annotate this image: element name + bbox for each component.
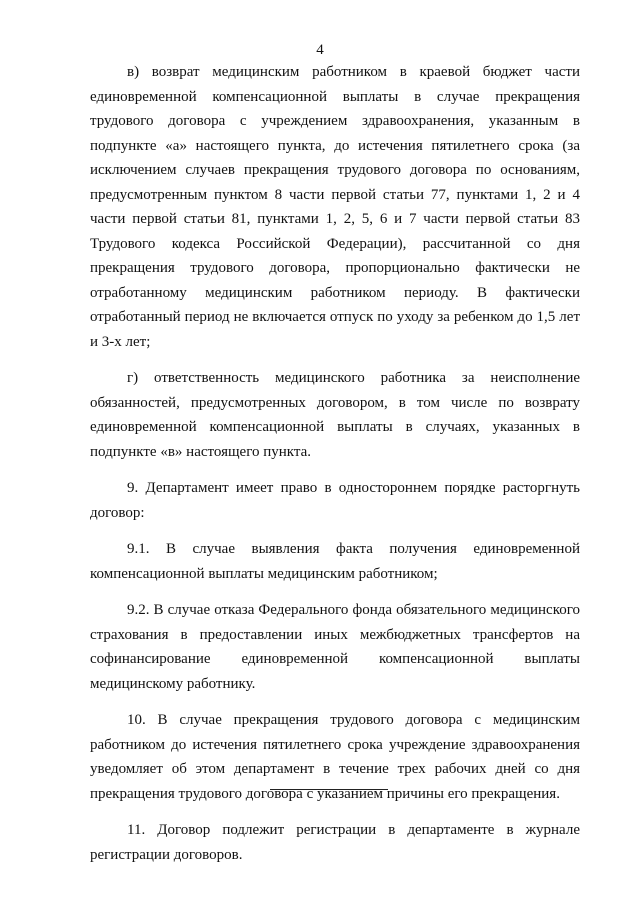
paragraph-item-11: 11. Договор подлежит регистрации в департаменте в журнале регистрации договоров. xyxy=(90,822,580,863)
paragraph-item-10: 10. В случае прекращения трудового договора с медицинским работником до истечения пятилетнего срока учреждение здравоохранения уведомляет об этом департамент в течение трех рабочих дней со дня прекращения трудового договора с указанием причины его прекращения. xyxy=(90,712,580,802)
document-body xyxy=(90,60,580,867)
paragraph-item-9: 9. Департамент имеет право в одностороннем порядке расторгнуть договор: xyxy=(90,480,580,521)
paragraph-item-9-1: 9.1. В случае выявления факта получения единовременной компенсационной выплаты медицинским работником; xyxy=(90,541,580,582)
paragraph-subitem-g: г) ответственность медицинского работника за неисполнение обязанностей, предусмотренных договором, в том числе по возврату единовременной компенсационной выплаты в случаях, указанных в подпункте «в» настоящего пункта. xyxy=(90,370,580,460)
page-number: 4 xyxy=(316,42,324,58)
paragraph-item-9-2: 9.2. В случае отказа Федерального фонда обязательного медицинского страхования в предоставлении иных межбюджетных трансфертов на софинансирование единовременной компенсационной выплаты медицинскому работнику. xyxy=(90,602,580,692)
paragraph-subitem-v: в) возврат медицинским работником в краевой бюджет части единовременной компенсационной выплаты в случае прекращения трудового договора с учреждением здравоохранения, указанным в подпункте «а» настоящего пункта, до истечения пятилетнего срока (за исключением случаев прекращения трудового договора по основаниям, предусмотренным пунктом 8 части первой статьи 77, пунктами 1, 2 и 4 части первой статьи 81, пунктами 1, 2, 5, 6 и 7 части первой статьи 83 Трудового кодекса Российской Федерации), рассчитанной со дня прекращения трудового договора, пропорционально фактически не отработанному медицинским работником периоду. В фактически отработанный период не включается отпуск по уходу за ребенком до 1,5 лет и 3-х лет; xyxy=(90,64,580,350)
end-of-document-line xyxy=(270,789,388,790)
